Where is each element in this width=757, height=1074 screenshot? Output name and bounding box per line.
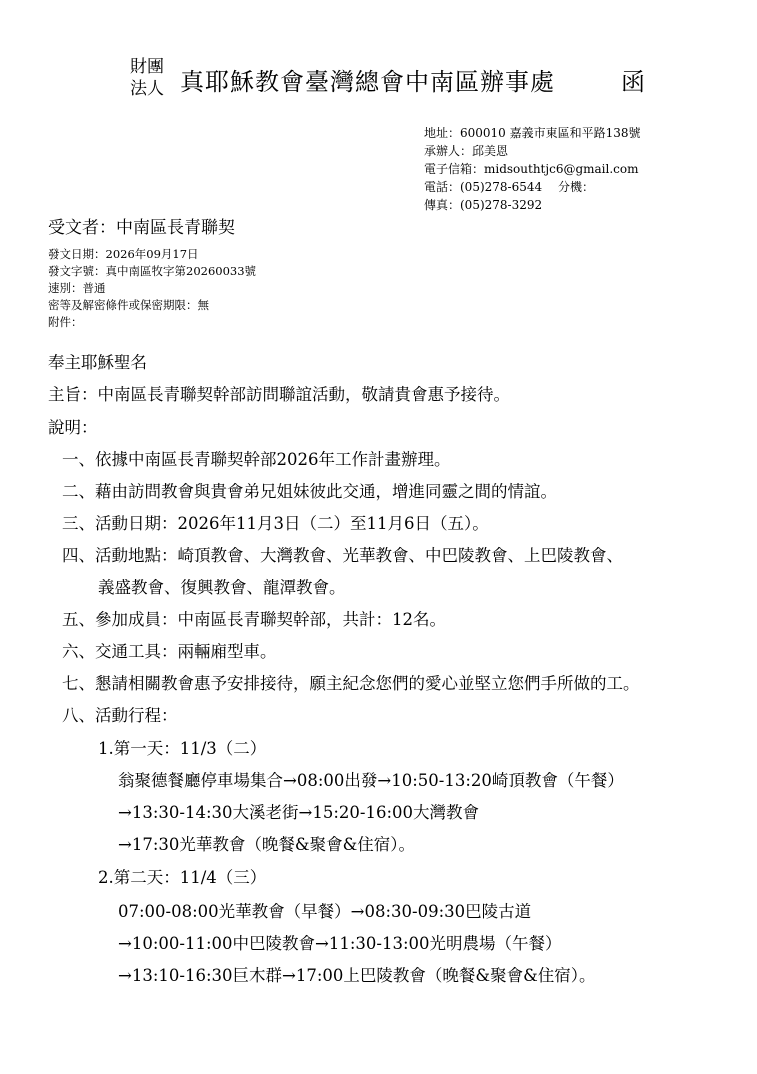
contact-fax: 傳真：(05)278-3292 <box>424 198 543 212</box>
meta-number: 發文字號：真中南區牧字第20260033號 <box>48 264 257 278</box>
schedule-line: 翁聚德餐廳停車場集合→08:00出發→10:50-13:20崎頂教會（午餐） <box>118 771 624 790</box>
meta-attachment: 附件： <box>48 315 83 329</box>
org-name: 真耶穌教會臺灣總會中南區辦事處 <box>180 68 555 96</box>
explain-label: 說明： <box>48 418 98 437</box>
schedule-line: →13:30-14:30大溪老街→15:20-16:00大灣教會 <box>118 803 480 822</box>
contact-handler: 承辦人：邱美恩 <box>424 144 509 158</box>
schedule-line: →17:30光華教會（晚餐&聚會&住宿）。 <box>118 835 415 854</box>
recipient: 受文者：中南區長青聯契 <box>48 218 235 238</box>
schedule-line: →13:10-16:30巨木群→17:00上巴陵教會（晚餐&聚會&住宿）。 <box>118 966 596 985</box>
org-prefix-line2: 法人 <box>130 79 164 99</box>
salutation: 奉主耶穌聖名 <box>48 353 147 372</box>
meta-date: 發文日期：2026年09月17日 <box>48 247 199 261</box>
schedule-line: 07:00-08:00光華教會（早餐）→08:30-09:30巴陵古道 <box>118 902 532 921</box>
doc-type: 函 <box>621 68 645 96</box>
explain-item: 七、懇請相關教會惠予安排接待，願主紀念您們的愛心並堅立您們手所做的工。 <box>62 674 640 693</box>
day1-label: 1.第一天：11/3（二） <box>98 739 267 758</box>
contact-phone: 電話：(05)278-6544 分機： <box>424 180 594 194</box>
explain-item: 六、交通工具：兩輛廂型車。 <box>62 642 277 661</box>
meta-security: 密等及解密條件或保密期限：無 <box>48 298 209 312</box>
explain-item: 四、活動地點：崎頂教會、大灣教會、光華教會、中巴陵教會、上巴陵教會、 <box>62 546 623 565</box>
explain-item: 八、活動行程： <box>62 706 178 725</box>
meta-block <box>48 246 256 331</box>
meta-speed: 速別：普通 <box>48 281 106 295</box>
org-prefix <box>130 56 164 100</box>
explain-item: 一、依據中南區長青聯契幹部2026年工作計畫辦理。 <box>62 450 451 469</box>
schedule-line: →10:00-11:00中巴陵教會→11:30-13:00光明農場（午餐） <box>118 934 562 953</box>
contact-address: 地址：600010 嘉義市東區和平路138號 <box>424 126 641 140</box>
explain-item: 三、活動日期：2026年11月3日（二）至11月6日（五）。 <box>62 514 489 533</box>
explain-item: 五、參加成員：中南區長青聯契幹部，共計：12名。 <box>62 610 446 629</box>
subject: 主旨：中南區長青聯契幹部訪問聯誼活動，敬請貴會惠予接待。 <box>48 385 510 404</box>
day2-label: 2.第二天：11/4（三） <box>98 868 267 887</box>
contact-block <box>424 124 641 214</box>
explain-item-continued: 義盛教會、復興教會、龍潭教會。 <box>98 578 346 597</box>
explain-item: 二、藉由訪問教會與貴會弟兄姐妹彼此交通，增進同靈之間的情誼。 <box>62 482 557 501</box>
org-prefix-line1: 財團 <box>130 57 164 77</box>
contact-email: 電子信箱：midsouthtjc6@gmail.com <box>424 162 639 176</box>
